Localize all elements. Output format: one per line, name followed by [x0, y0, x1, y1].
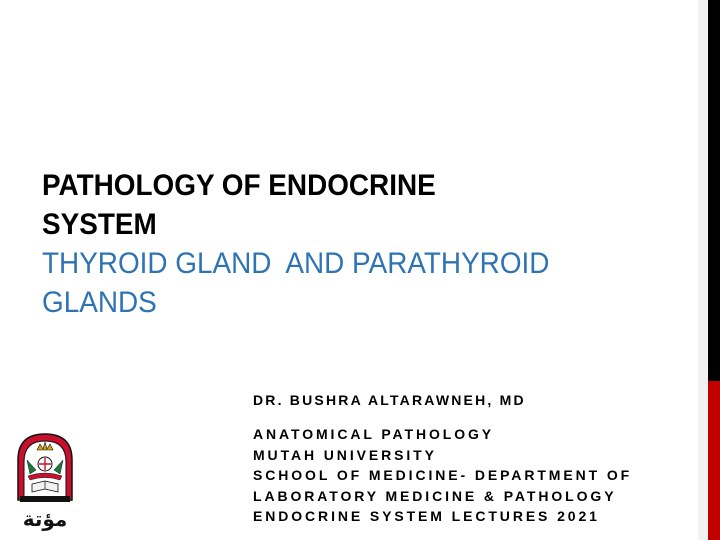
logo-wordmark: مؤتة — [22, 507, 68, 531]
side-bar-shade — [698, 0, 708, 540]
side-bar-red — [708, 381, 720, 540]
affiliation-line: ANATOMICAL PATHOLOGY — [253, 426, 495, 442]
affiliation-line: LABORATORY MEDICINE & PATHOLOGY — [253, 487, 617, 504]
affiliation-block — [253, 424, 632, 527]
affiliation-line: SCHOOL OF MEDICINE- DEPARTMENT OF — [253, 467, 633, 483]
title-block — [42, 166, 682, 322]
affiliation-line: ENDOCRINE SYSTEM LECTURES 2021 — [253, 508, 600, 524]
university-crest-icon — [10, 430, 80, 534]
title-line-1: PATHOLOGY OF ENDOCRINE — [42, 169, 436, 202]
subtitle-line-2: GLANDS — [42, 286, 157, 319]
subtitle-line-1: THYROID GLAND AND PARATHYROID — [42, 247, 550, 280]
side-bar-black — [708, 0, 720, 381]
title-line-2: SYSTEM — [42, 208, 157, 241]
author-name: DR. BUSHRA ALTARAWNEH, MD — [253, 392, 526, 408]
affiliation-line: MUTAH UNIVERSITY — [253, 446, 437, 463]
